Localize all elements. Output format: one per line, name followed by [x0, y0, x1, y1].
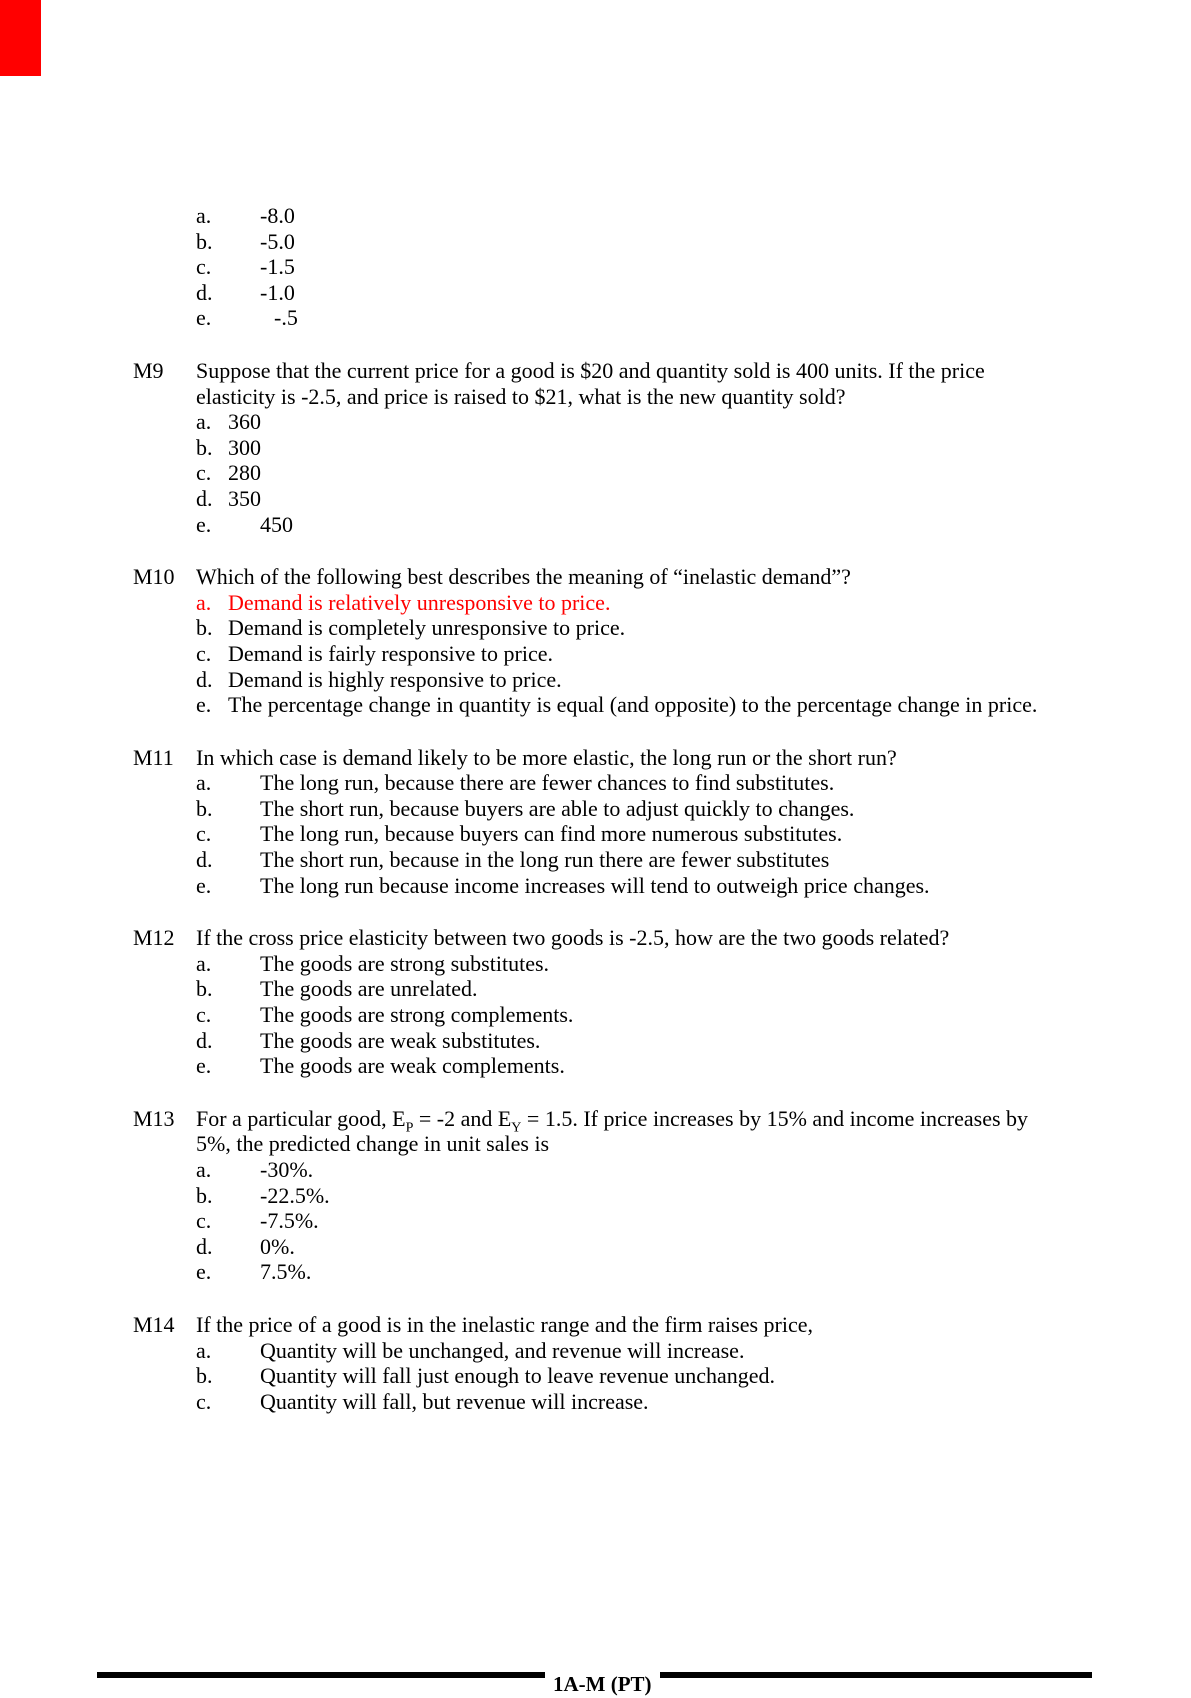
question-body [196, 925, 1111, 1079]
option-row [196, 1338, 1111, 1364]
option-row [196, 873, 1111, 899]
option-label: d. [196, 485, 213, 511]
option-list [196, 770, 1111, 898]
option-row [196, 847, 1111, 873]
option-text: Quantity will be unchanged, and revenue will increase. [260, 1337, 745, 1363]
option-label: c. [196, 1002, 212, 1028]
question-body [196, 1106, 1111, 1285]
option-text: 7.5%. [260, 1259, 312, 1285]
stem-text: = 1.5. If price increases by 15% and income increases by 5%, the predicted change in unit sales is [196, 1105, 1029, 1157]
option-row [196, 796, 1111, 822]
option-label: b. [196, 795, 213, 821]
option-label: a. [196, 203, 212, 228]
option-label: a. [196, 409, 212, 435]
option-row [196, 1002, 1111, 1028]
option-text: 280 [228, 460, 261, 486]
option-row [196, 1157, 1111, 1183]
option-row [196, 1028, 1111, 1054]
option-label: c. [196, 1208, 212, 1234]
option-row [196, 254, 1113, 280]
option-label: e. [196, 1053, 212, 1079]
option-row [196, 305, 1113, 331]
option-label: c. [196, 254, 212, 280]
subscript-p: P [405, 1120, 414, 1136]
option-label: b. [196, 1182, 213, 1208]
option-row [196, 615, 1111, 641]
option-row [196, 1053, 1111, 1079]
option-text: The goods are strong substitutes. [260, 950, 550, 976]
option-label: a. [196, 1157, 212, 1182]
option-label: e. [196, 692, 212, 718]
option-label: b. [196, 615, 213, 641]
option-text: -1.5 [260, 254, 295, 280]
option-text: -22.5%. [260, 1182, 330, 1208]
option-text: Demand is relatively unresponsive to price. [228, 589, 611, 615]
question-id: M12 [133, 925, 175, 951]
question-id: M14 [133, 1311, 175, 1337]
option-text: The long run because income increases will tend to outweigh price changes. [260, 872, 930, 898]
option-row [196, 280, 1113, 306]
option-label: a. [196, 1337, 212, 1363]
option-label: c. [196, 821, 212, 847]
option-text: Demand is completely unresponsive to price. [228, 615, 626, 641]
option-label: b. [196, 1363, 213, 1389]
option-row [196, 460, 1111, 486]
option-row [196, 821, 1111, 847]
question-body [196, 1312, 1111, 1414]
question-body [196, 745, 1111, 899]
option-label: b. [196, 228, 213, 254]
option-label: e. [196, 305, 212, 331]
option-row [196, 203, 1113, 229]
option-text: -.5 [274, 305, 298, 331]
option-row [196, 435, 1111, 461]
option-label: d. [196, 666, 213, 692]
option-row [196, 951, 1111, 977]
question-id: M10 [133, 564, 175, 590]
option-text: -1.0 [260, 279, 295, 305]
option-text: 0%. [260, 1233, 295, 1259]
question-stem: In which case is demand likely to be more elastic, the long run or the short run? [196, 744, 897, 770]
exam-content [133, 203, 1113, 1414]
question-m12 [133, 925, 1113, 1079]
option-text: Quantity will fall, but revenue will increase. [260, 1388, 649, 1414]
leading-option-list [196, 203, 1113, 331]
option-label: e. [196, 511, 212, 537]
option-list [196, 1338, 1111, 1415]
option-row [196, 512, 1111, 538]
option-label: a. [196, 770, 212, 796]
stem-text: For a particular good, E [196, 1105, 406, 1131]
option-text: The goods are weak complements. [260, 1053, 565, 1079]
option-row [196, 1183, 1111, 1209]
option-label: d. [196, 847, 213, 873]
option-row-highlighted [196, 590, 1111, 616]
question-stem [196, 1106, 1068, 1157]
question-m14 [133, 1312, 1113, 1414]
option-list [196, 409, 1111, 537]
option-label: e. [196, 1259, 212, 1285]
option-row [196, 692, 1111, 718]
question-id: M13 [133, 1105, 175, 1131]
option-row [196, 1389, 1111, 1415]
option-text: The long run, because there are fewer chances to find substitutes. [260, 770, 835, 796]
option-row [196, 1208, 1111, 1234]
option-label: a. [196, 589, 212, 615]
option-label: b. [196, 976, 213, 1002]
option-text: 450 [260, 511, 293, 537]
option-text: The goods are unrelated. [260, 976, 478, 1002]
option-text: The percentage change in quantity is equal (and opposite) to the percentage change in price. [228, 692, 1038, 718]
option-text: The goods are strong complements. [260, 1002, 574, 1028]
option-row [196, 770, 1111, 796]
option-text: The goods are weak substitutes. [260, 1027, 541, 1053]
question-body [196, 564, 1111, 718]
option-list [196, 1157, 1111, 1285]
option-label: c. [196, 1388, 212, 1414]
option-text: -5.0 [260, 228, 295, 254]
question-m10 [133, 564, 1113, 718]
option-row [196, 1259, 1111, 1285]
option-text: The long run, because buyers can find more numerous substitutes. [260, 821, 843, 847]
option-row [196, 409, 1111, 435]
option-label: b. [196, 434, 213, 460]
option-row [196, 1363, 1111, 1389]
option-text: 360 [228, 409, 261, 435]
option-text: Demand is highly responsive to price. [228, 666, 562, 692]
stem-text: = -2 and E [413, 1105, 512, 1131]
option-row [196, 667, 1111, 693]
option-text: The short run, because in the long run there are fewer substitutes [260, 847, 830, 873]
option-text: The short run, because buyers are able to adjust quickly to changes. [260, 795, 855, 821]
question-stem: If the cross price elasticity between two goods is -2.5, how are the two goods related? [196, 925, 950, 951]
footer-text-fragment: 1A-M (PT) [545, 1672, 660, 1698]
question-stem: Which of the following best describes the meaning of “inelastic demand”? [196, 564, 851, 590]
option-text: Demand is fairly responsive to price. [228, 640, 554, 666]
option-list [196, 951, 1111, 1079]
option-list [196, 590, 1111, 718]
question-m13 [133, 1106, 1113, 1285]
option-label: d. [196, 279, 213, 305]
question-stem: If the price of a good is in the inelastic range and the firm raises price, [196, 1311, 813, 1337]
red-corner-mark [0, 0, 41, 76]
option-text: -7.5%. [260, 1208, 319, 1234]
option-row [196, 486, 1111, 512]
option-row [196, 976, 1111, 1002]
option-row [196, 641, 1111, 667]
option-label: c. [196, 640, 212, 666]
option-text: 300 [228, 434, 261, 460]
question-m11 [133, 745, 1113, 899]
option-text: Quantity will fall just enough to leave revenue unchanged. [260, 1363, 776, 1389]
question-body [196, 358, 1111, 537]
question-m9 [133, 358, 1113, 537]
question-stem: Suppose that the current price for a good is $20 and quantity sold is 400 units. If the price elasticity is -2.5, and price is raised to $21, what is the new quantity sold? [196, 357, 985, 409]
option-row [196, 1234, 1111, 1260]
option-text: -8.0 [260, 203, 295, 228]
option-label: a. [196, 950, 212, 976]
question-id: M9 [133, 357, 164, 383]
option-label: d. [196, 1233, 213, 1259]
question-id: M11 [133, 744, 174, 770]
option-row [196, 229, 1113, 255]
option-text: -30%. [260, 1157, 314, 1182]
subscript-y: Y [511, 1120, 522, 1136]
option-label: e. [196, 872, 212, 898]
option-label: c. [196, 460, 212, 486]
option-text: 350 [228, 485, 261, 511]
option-label: d. [196, 1027, 213, 1053]
